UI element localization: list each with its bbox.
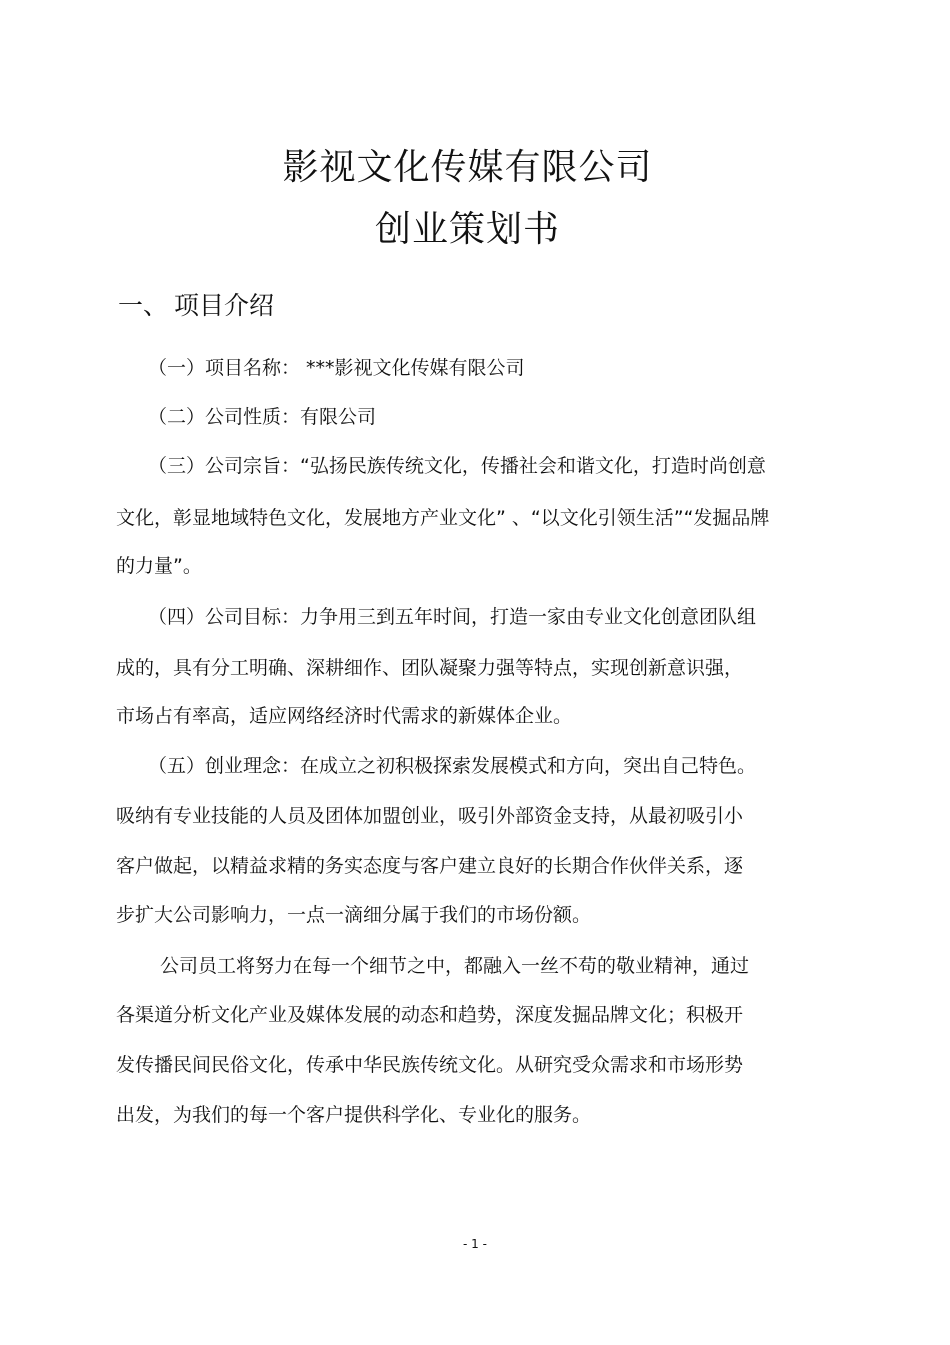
paragraph-line: 市场占有率高，适应网络经济时代需求的新媒体企业。 [116,705,573,727]
paragraph-line: （二）公司性质：有限公司 [148,406,377,428]
document-subtitle: 创业策划书 [374,209,560,250]
paragraph-line: （五）创业理念：在成立之初积极探索发展模式和方向，突出自己特色。 [148,755,757,777]
section-title: 项目介绍 [174,291,275,320]
paragraph-line: 吸纳有专业技能的人员及团体加盟创业，吸引外部资金支持，从最初吸引小 [116,805,744,827]
paragraph-line: 公司员工将努力在每一个细节之中，都融入一丝不苟的敬业精神，通过 [160,955,750,977]
paragraph-line: （一）项目名称： ***影视文化传媒有限公司 [148,357,525,379]
document-title: 影视文化传媒有限公司 [282,147,653,188]
paragraph-line: 发传播民间民俗文化，传承中华民族传统文化。从研究受众需求和市场形势 [116,1054,744,1076]
paragraph-line: （四）公司目标：力争用三到五年时间，打造一家由专业文化创意团队组 [148,606,757,628]
paragraph-line: 步扩大公司影响力，一点一滴细分属于我们的市场份额。 [116,904,592,926]
paragraph-line: 各渠道分析文化产业及媒体发展的动态和趋势，深度发掘品牌文化；积极开 [116,1004,744,1026]
section-heading [118,290,274,322]
paragraph-line: 成的，具有分工明确、深耕细作、团队凝聚力强等特点，实现创新意识强， [116,657,744,679]
paragraph-line: 出发，为我们的每一个客户提供科学化、专业化的服务。 [116,1104,592,1126]
paragraph-line: 客户做起，以精益求精的务实态度与客户建立良好的长期合作伙伴关系，逐 [116,855,744,877]
page-number: - 1 - [463,1237,487,1251]
paragraph-line: 的力量”。 [116,555,202,577]
section-number: 一、 [118,291,169,320]
paragraph-line: （三）公司宗旨：“弘扬民族传统文化，传播社会和谐文化，打造时尚创意 [148,455,766,477]
paragraph-line: 文化，彰显地域特色文化，发展地方产业文化” 、“以文化引领生活”“发掘品牌 [116,507,770,529]
